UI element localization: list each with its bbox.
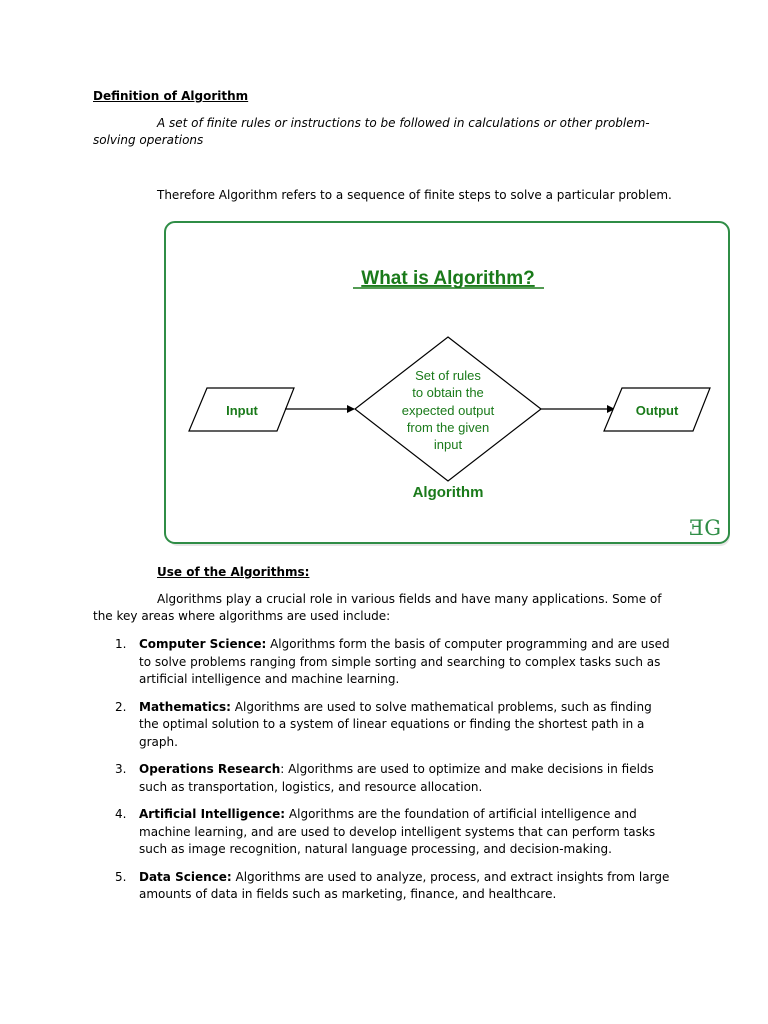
diagram-caption: Algorithm xyxy=(412,484,484,501)
list-item xyxy=(93,761,673,796)
list-item-text: Algorithms are the foundation of artificial intelligence and machine learning, and are used to develop intelligent systems that can perform tasks such as image recognition, natural language processing, and decision-making. xyxy=(139,807,656,856)
list-item-number: 3. xyxy=(115,762,127,776)
list-item-number: 2. xyxy=(115,699,127,714)
definition-heading: Definition of Algorithm xyxy=(93,89,249,103)
list-item xyxy=(93,636,673,689)
diamond-line-1: Set of rules xyxy=(415,368,481,383)
list-item-text: : Algorithms are used to optimize and make decisions in fields such as transportation, logistics, and resource allocation. xyxy=(139,762,654,794)
list-item-term: Mathematics: xyxy=(139,699,231,714)
gfg-logo-icon: ƎG xyxy=(688,516,722,540)
list-item-text: Algorithms are used to analyze, process, and extract insights from large amounts of data in fields such as marketing, finance, and healthcare. xyxy=(139,869,670,901)
uses-intro: Algorithms play a crucial role in various fields and have many applications. Some of the key areas where algorithms are used include: xyxy=(93,592,662,623)
diamond-line-2: to obtain the xyxy=(412,385,484,400)
uses-heading: Use of the Algorithms: xyxy=(157,565,310,579)
diamond-line-4: from the given xyxy=(406,420,490,435)
uses-list xyxy=(93,636,673,914)
list-item xyxy=(93,699,673,752)
list-item-text: Algorithms are used to solve mathematical problems, such as finding the optimal solution to a system of linear equations or finding the shortest path in a graph. xyxy=(139,699,652,749)
list-item xyxy=(93,869,673,904)
list-item xyxy=(93,806,673,859)
list-item-term: Operations Research xyxy=(139,762,281,776)
diamond-line-5: input xyxy=(433,437,463,452)
list-item-text: Algorithms form the basis of computer programming and are used to solve problems ranging from simple sorting and searching to complex tasks such as artificial intelligence and machine learning. xyxy=(139,637,670,686)
list-item-term: Data Science: xyxy=(139,869,232,884)
list-item-term: Computer Science: xyxy=(139,637,267,651)
definition-text: A set of finite rules or instructions to be followed in calculations or other problem-solving operations xyxy=(93,116,650,147)
list-item-number: 4. xyxy=(115,807,127,821)
diagram-title: What is Algorithm? xyxy=(361,268,535,289)
input-label: Input xyxy=(226,403,258,418)
definition-summary: Therefore Algorithm refers to a sequence of finite steps to solve a particular problem. xyxy=(157,188,672,202)
list-item-number: 5. xyxy=(115,869,127,884)
list-item-term: Artificial Intelligence: xyxy=(139,807,286,821)
list-item-number: 1. xyxy=(115,637,127,651)
algorithm-diagram xyxy=(164,221,732,548)
output-label: Output xyxy=(635,403,679,418)
diamond-line-3: expected output xyxy=(401,403,495,418)
algorithm-diagram-svg xyxy=(164,221,732,548)
